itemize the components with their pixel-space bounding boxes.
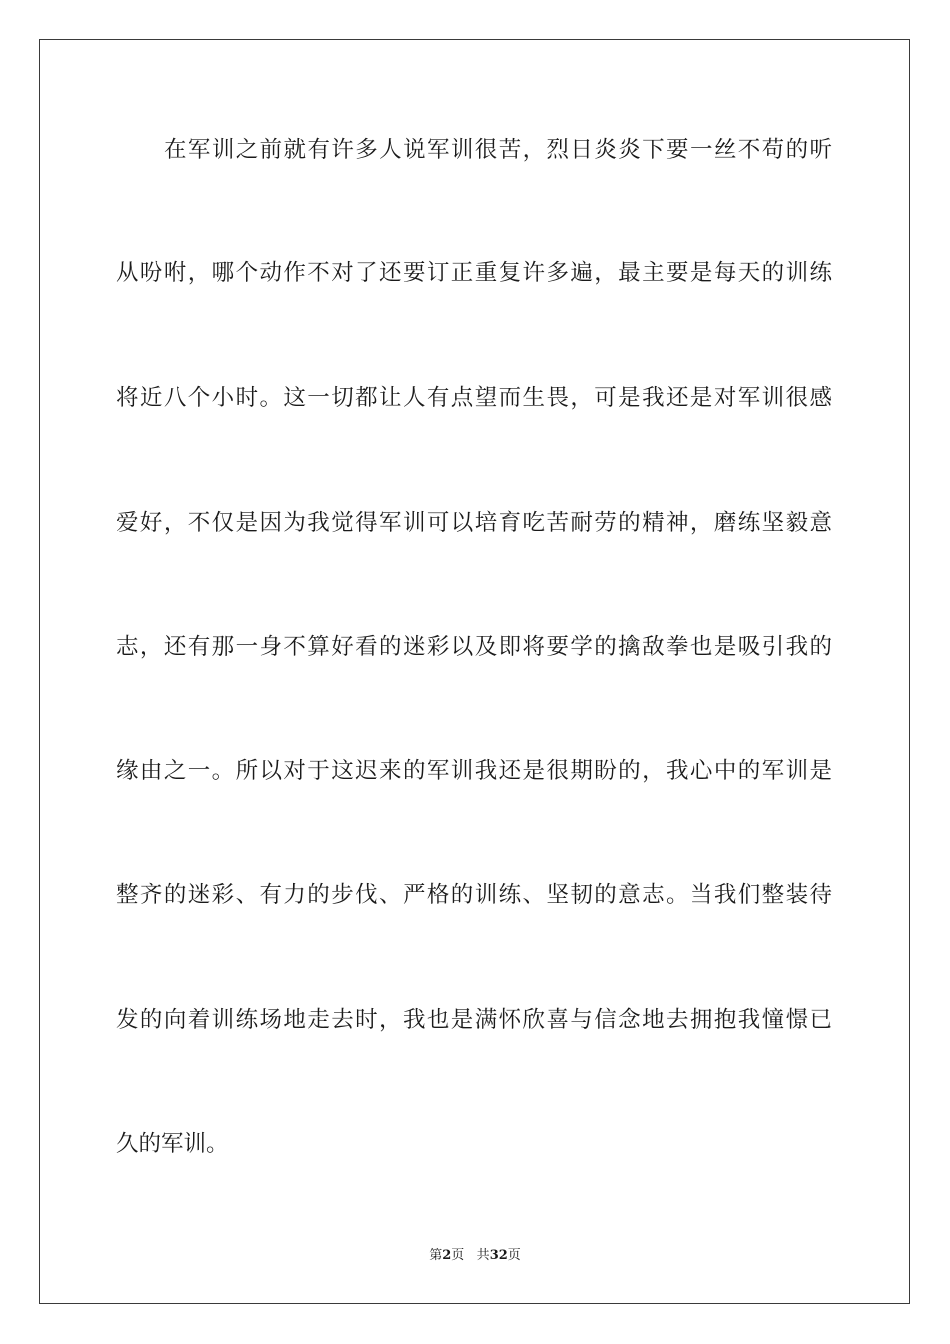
paragraph-line: 缘由之一。所以对于这迟来的军训我还是很期盼的，我心中的军训是 [116,758,832,784]
page-number: 2 [442,1248,452,1263]
total-pages: 32 [489,1248,508,1263]
total-pages-label: 共32页 [476,1248,521,1263]
paragraph-line: 久的军训。 [116,1131,229,1157]
page-label: 第2页 [429,1248,465,1263]
paragraph-line: 爱好，不仅是因为我觉得军训可以培育吃苦耐劳的精神，磨练坚毅意 [116,510,832,536]
paragraph-line: 志，还有那一身不算好看的迷彩以及即将要学的擒敌拳也是吸引我的 [116,634,832,660]
paragraph-line: 从吩咐，哪个动作不对了还要订正重复许多遍，最主要是每天的训练 [116,260,832,286]
page-footer [0,1247,950,1265]
paragraph-line: 整齐的迷彩、有力的步伐、严格的训练、坚韧的意志。当我们整装待 [116,882,832,908]
page-border [39,39,910,1304]
paragraph-line: 在军训之前就有许多人说军训很苦，烈日炎炎下要一丝不苟的听 [164,137,832,163]
paragraph-line: 将近八个小时。这一切都让人有点望而生畏，可是我还是对军训很感 [116,385,832,411]
paragraph-line: 发的向着训练场地走去时，我也是满怀欣喜与信念地去拥抱我憧憬已 [116,1007,832,1033]
